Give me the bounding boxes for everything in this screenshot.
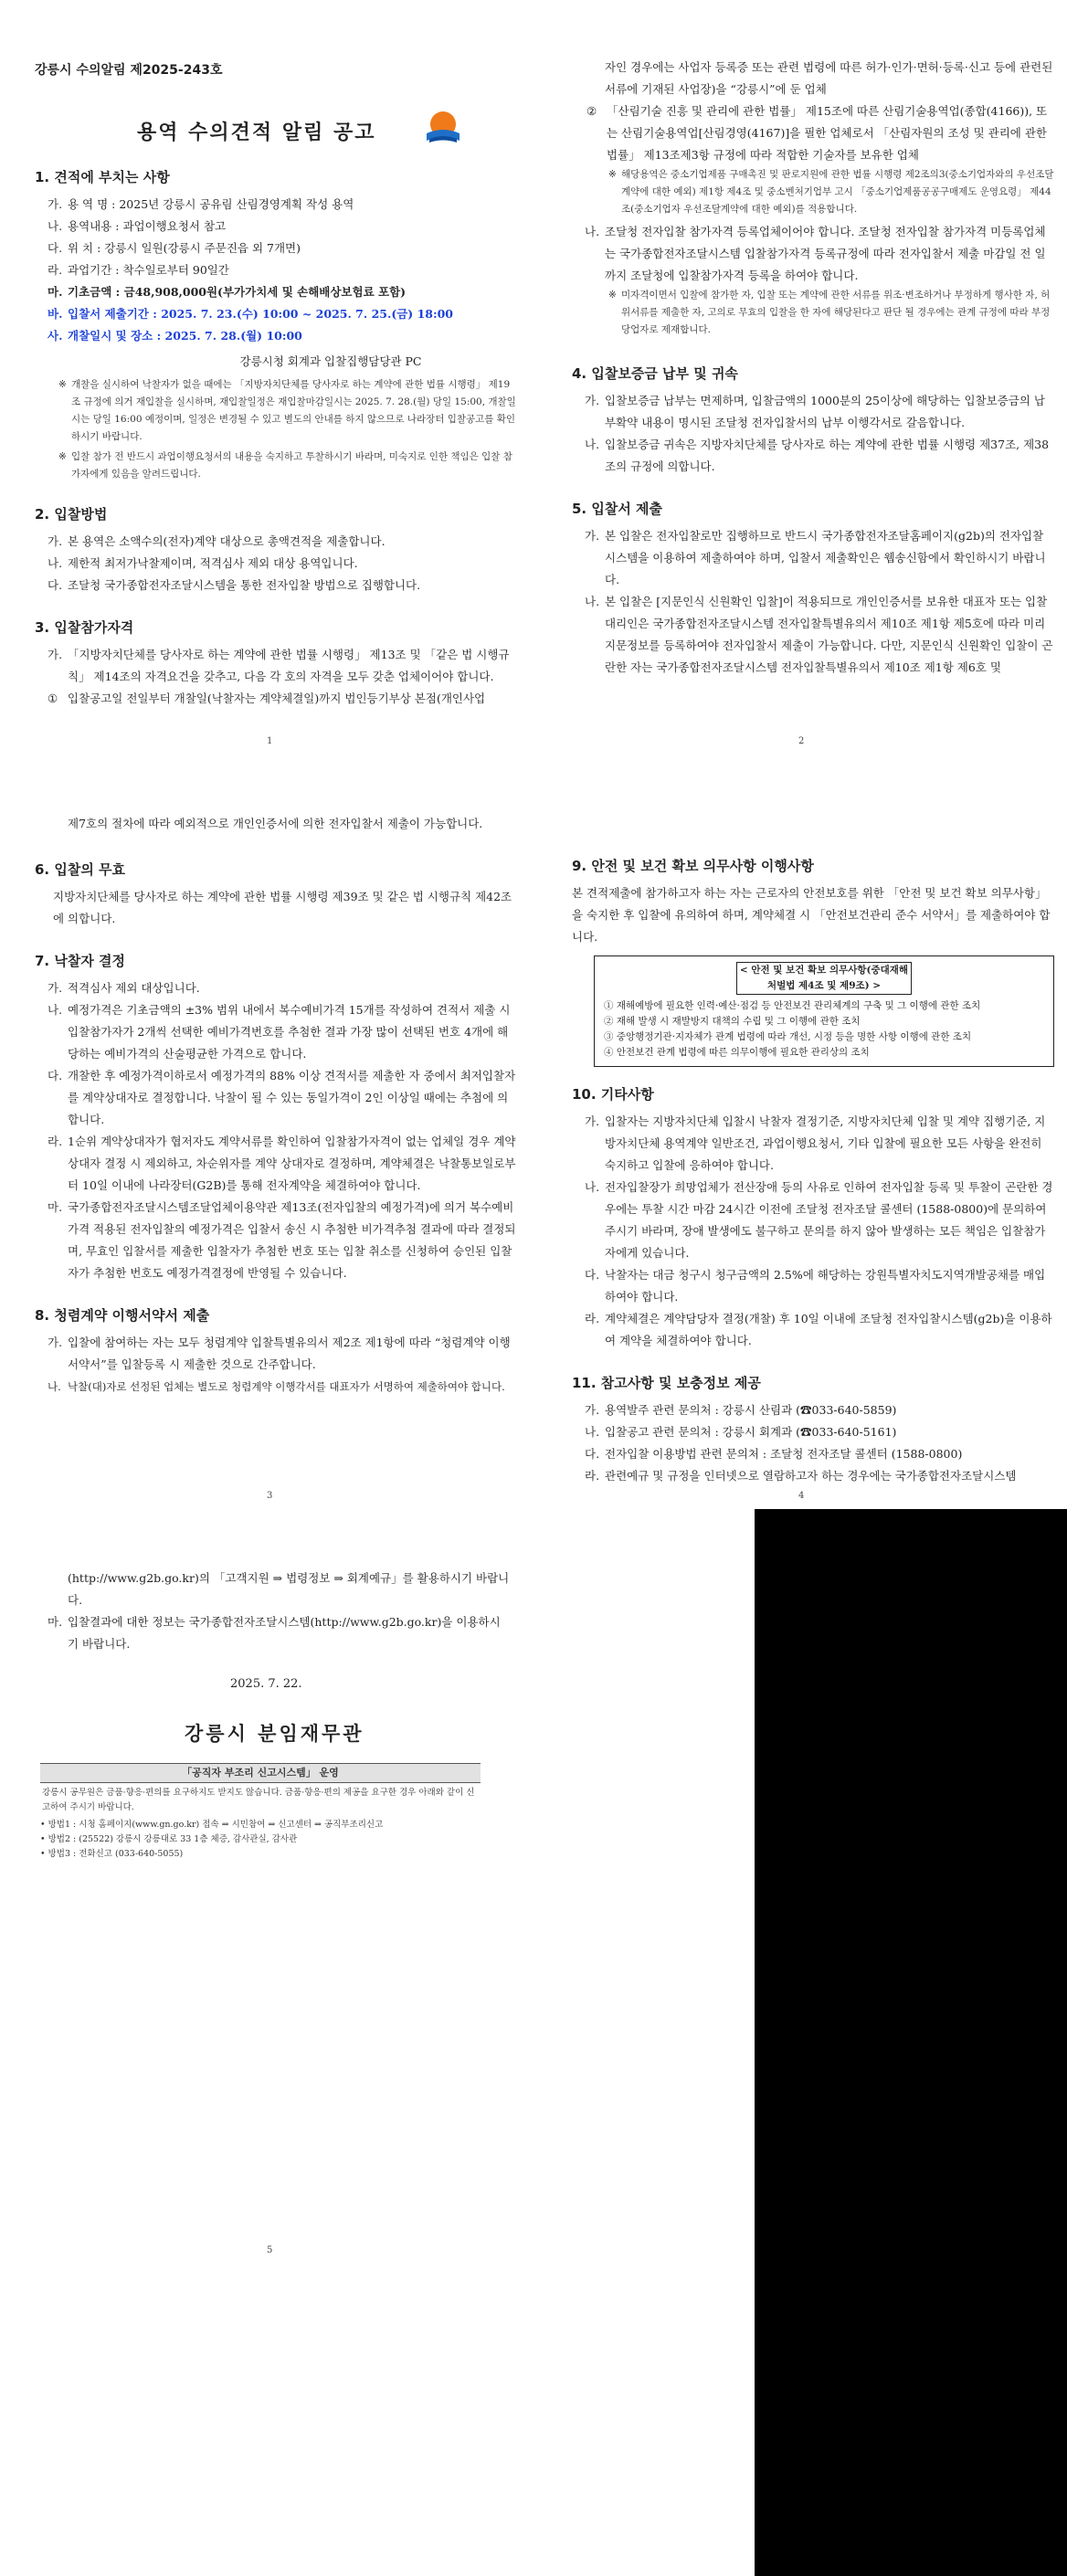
report-method: • 방법1 : 시청 홈페이지(www.gn.go.kr) 접속 ⇒ 시민참여 ⇒ 신고센터 ⇒ 공직부조리신고	[40, 1820, 384, 1830]
section-3	[35, 617, 517, 710]
gangneung-city-logo-icon	[422, 106, 464, 148]
corruption-report-box	[40, 1763, 481, 1862]
page-number-1: 1	[267, 736, 273, 746]
section-4-title: 4. 입찰보증금 납부 및 귀속	[572, 365, 738, 382]
section-5-title: 5. 입찰서 제출	[572, 501, 663, 517]
s2-item-a: 가. 본 용역은 소액수의(전자)계약 대상으로 총액견적을 제출합니다.	[48, 534, 386, 548]
blank-black-area	[755, 1509, 1067, 2576]
section-6-title: 6. 입찰의 무효	[35, 861, 126, 878]
report-method: • 방법2 : (25522) 강릉시 강릉대로 33 1층 체증, 감사관실, 감사관	[40, 1834, 298, 1844]
s11-item-c: 다. 전자입찰 이용방법 관련 문의처 : 조달청 전자조달 콜센터 (1588-0800)	[585, 1447, 963, 1461]
safety-box-item: ④ 안전보건 관계 법령에 따른 의무이행에 필요한 관리상의 조치	[604, 1047, 870, 1058]
page-number-5: 5	[267, 2245, 273, 2255]
section-3-title: 3. 입찰참가자격	[35, 619, 134, 636]
s11-item-a: 가. 용역발주 관련 문의처 : 강릉시 산림과 (☎033-640-5859)	[585, 1403, 897, 1417]
section-1	[35, 166, 517, 483]
s4-item-a: 가. 입찰보증금 납부는 면제하며, 입찰금액의 1000분의 25이상에 해당하는 입찰보증금의 납부확약 내용이 명시된 조달청 전자입찰서의 납부 이행각서로 갈음합니다.	[585, 394, 1045, 429]
section-6	[35, 859, 517, 930]
page-number-4: 4	[798, 1491, 805, 1501]
safety-box-title: < 안전 및 보건 확보 의무사항(중대재해처벌법 제4조 및 제9조) >	[736, 962, 913, 995]
s1-item-g: 사. 개찰일시 및 장소 : 2025. 7. 28.(월) 10:00	[48, 329, 302, 343]
section-10	[572, 1083, 1054, 1352]
page-number-2: 2	[798, 736, 805, 746]
s1-item-c: 다. 위 치 : 강릉시 일원(강릉시 주문진읍 외 7개면)	[48, 241, 301, 255]
s5-item-a: 가. 본 입찰은 전자입찰로만 집행하므로 반드시 국가종합전자조달홈페이지(g2b)의 전자입찰 시스템을 이용하여 제출하여야 하며, 입찰서 제출확인은 웹송신함에서 확인하시기 바랍니다.	[585, 529, 1046, 586]
page-number-3: 3	[267, 1491, 273, 1501]
s2-item-b: 나. 제한적 최저가낙찰제이며, 적격심사 제외 대상 용역입니다.	[48, 556, 358, 570]
s11-item-d-cont: (http://www.g2b.go.kr)의 「고객지원 ⇒ 법령정보 ⇒ 회계예규」를 활용하시기 바랍니다.	[68, 1571, 510, 1607]
s5-item-b-cont: 제7호의 절차에 따라 예외적으로 개인인증서에 의한 전자입찰서 제출이 가능합니다.	[68, 817, 483, 830]
safety-box-item: ① 재해예방에 필요한 인력·예산·점검 등 안전보건 관리체계의 구축 및 그 이행에 관한 조치	[604, 1000, 981, 1011]
section-4	[572, 363, 1054, 478]
s1-item-f: 바. 입찰서 제출기간 : 2025. 7. 23.(수) 10:00 ~ 2025. 7. 25.(금) 18:00	[48, 307, 453, 321]
page1-column	[35, 166, 517, 730]
section-7-title: 7. 낙찰자 결정	[35, 953, 126, 969]
s1-note-1: ※ 개찰을 실시하여 낙찰자가 없을 때에는 「지방자치단체를 당사자로 하는 계약에 관한 법률 시행령」 제19조 규정에 의거 재입찰을 실시하며, 재입찰일정은 재입찰마감일시는 2025. 7. 28.(월) 당일 15:00, 개찰일시는 당일 16:00 예정이며, 일정은 변경될 수 있고 별도의 안내를 하지 않으므로 나라장터 입찰공고를 확인하시기 바랍니다.	[58, 379, 516, 442]
s9-text: 본 견적제출에 참가하고자 하는 자는 근로자의 안전보호를 위한 「안전 및 보건 확보 의무사항」을 숙지한 후 입찰에 유의하여 하며, 계약체결 시 「안전보건관리 준수 서약서」를 제출하여야 합니다.	[572, 886, 1051, 944]
report-box-text: 강릉시 공무원은 금품·향응·편의를 요구하지도 받지도 않습니다. 금품·향응·편의 제공을 요구한 경우 아래와 같이 신고하여 주시기 바랍니다.	[42, 1788, 475, 1812]
section-8-title: 8. 청렴계약 이행서약서 제출	[35, 1307, 210, 1324]
section-9	[572, 855, 1054, 1067]
s10-item-d: 라. 계약체결은 계약담당자 결정(개찰) 후 10일 이내에 조달청 전자입찰시스템(g2b)을 이용하여 계약을 체결하여야 합니다.	[585, 1312, 1052, 1347]
report-box-title: 「공직자 부조리 신고시스템」 운영	[40, 1763, 481, 1783]
section-11	[572, 1372, 1054, 1487]
s8-item-a: 가. 입찰에 참여하는 자는 모두 청렴계약 입찰특별유의서 제2조 제1항에 따라 “청렴계약 이행서약서”를 입찰등록 시 제출한 것으로 간주합니다.	[48, 1336, 511, 1371]
report-method: • 방법3 : 전화신고 (033-640-5055)	[40, 1849, 184, 1859]
safety-box-item: ③ 중앙행정기관·지자체가 관계 법령에 따라 개선, 시정 등을 명한 사항 이행에 관한 조치	[604, 1031, 972, 1042]
s1-item-b: 나. 용역내용 : 과업이행요청서 참고	[48, 219, 227, 233]
s3-note-3: ※ 해당용역은 중소기업제품 구매촉진 및 판로지원에 관한 법률 시행령 제2조의3(중소기업자와의 우선조달계약에 대한 예외) 제1항 제4조 및 중소벤처기업부 고시 「중소기업제품공공구매제도 운영요령」 제44조(중소기업자 우선조달계약에 대한 예외)를 적용합니다.	[608, 169, 1054, 215]
section-2-title: 2. 입찰방법	[35, 506, 108, 523]
opening-place: 강릉시청 회계과 입찰집행담당관 PC	[239, 354, 422, 368]
s3-item-1: ① 입찰공고일 전일부터 개찰일(낙찰자는 계약체결일)까지 법인등기부상 본점(개인사업	[48, 692, 486, 705]
s7-item-a: 가. 적격심사 제외 대상입니다.	[48, 981, 200, 995]
s1-item-e: 마. 기초금액 : 금48,908,000원(부가가치세 및 손해배상보험료 포함)	[48, 285, 407, 299]
s11-item-b: 나. 입찰공고 관련 문의처 : 강릉시 회계과 (☎033-640-5161)	[585, 1425, 897, 1439]
s1-note-2: ※ 입찰 참가 전 반드시 과업이행요청서의 내용을 숙지하고 투찰하시기 바라며, 미숙지로 인한 책임은 입찰 참가자에게 있음을 알려드립니다.	[58, 451, 512, 480]
section-1-title: 1. 견적에 부치는 사항	[35, 169, 170, 185]
safety-obligations-box	[594, 955, 1054, 1067]
s11-item-e: 마. 입찰결과에 대한 정보는 국가종합전자조달시스템(http://www.g2b.go.kr)을 이용하시기 바랍니다.	[48, 1615, 501, 1651]
s3-item-1-cont: 자인 경우에는 사업자 등록증 또는 관련 법령에 따른 허가·인가·면허·등록·신고 등에 관련된 서류에 기재된 사업장)을 “강릉시”에 둔 업체	[605, 60, 1053, 96]
page2-column	[572, 57, 1054, 699]
section-5	[572, 498, 1054, 679]
s2-item-c: 다. 조달청 국가종합전자조달시스템을 통한 전자입찰 방법으로 집행합니다.	[48, 578, 421, 592]
s10-item-b: 나. 전자입찰장가 희망업체가 전산장애 등의 사유로 인하여 전자입찰 등록 및 투찰이 곤란한 경우에는 투찰 시간 마감 24시간 이전에 조달청 전자조달 콜센터 (1588-0800)에 문의하여 주시기 바라며, 장애 발생에도 불구하고 문의를 하지 않아 발생하는 모든 책임은 입찰참가자에게 있습니다.	[585, 1180, 1053, 1260]
s3-item-a: 가. 「지방자치단체를 당사자로 하는 계약에 관한 법률 시행령」 제13조 및 「같은 법 시행규칙」 제14조의 자격요건을 갖추고, 다음 각 호의 자격을 모두 갖춘 업체이어야 합니다.	[48, 648, 510, 683]
section-10-title: 10. 기타사항	[572, 1086, 654, 1103]
section-11-title: 11. 참고사항 및 보충정보 제공	[572, 1375, 761, 1391]
notice-date: 2025. 7. 22.	[230, 1677, 302, 1691]
s7-item-c: 다. 개찰한 후 예정가격이하로서 예정가격의 88% 이상 견적서를 제출한 자 중에서 최저입찰자를 계약상대자로 결정합니다. 낙찰이 될 수 있는 동일가격이 2인 이상일 때에는 추첨에 의합니다.	[48, 1069, 516, 1126]
s5-item-b: 나. 본 입찰은 [지문인식 신원확인 입찰]이 적용되므로 개인인증서를 보유한 대표자 또는 입찰대리인은 국가종합전자조달시스템 전자입찰특별유의서 제10조 제1항 제5호에 따라 미리 지문정보를 등록하여야 전자입찰서 제출이 가능합니다. 다만, 지문인식 신원확인 입찰이 곤란한 자는 국가종합전자조달시스템 전자입찰특별유의서 제10조 제1항 제6호 및	[585, 595, 1053, 674]
page-title: 용역 수의견적 알림 공고	[137, 121, 376, 144]
section-2	[35, 503, 517, 596]
section-3-continued	[572, 57, 1054, 339]
s1-item-d: 라. 과업기간 : 착수일로부터 90일간	[48, 263, 229, 277]
s7-item-e: 마. 국가종합전자조달시스템조달업체이용약관 제13조(전자입찰의 예정가격)에 의거 복수예비가격 적용된 전자입찰의 예정가격은 입찰서 송신 시 추첨한 비가격추첨 결과에 따라 결정되며, 무효인 입찰서를 제출한 입찰자가 추첨한 번호 또는 입찰 취소를 신청하여 승인된 입찰자가 추첨한 번호도 예정가격결정에 반영될 수 있습니다.	[48, 1200, 516, 1280]
s6-text: 지방자치단체를 당사자로 하는 계약에 관한 법률 시행령 제39조 및 같은 법 시행규칙 제42조에 의합니다.	[53, 890, 512, 925]
s10-item-a: 가. 입찰자는 지방자치단체 입찰시 낙찰자 결정기준, 지방자치단체 입찰 및 계약 집행기준, 지방자치단체 용역계약 일반조건, 과업이행요청서, 기타 입찰에 필요한 모든 사항을 완전히 숙지하고 입찰에 응하여야 합니다.	[585, 1114, 1046, 1172]
s11-item-d: 라. 관련예규 및 규정을 인터넷으로 열람하고자 하는 경우에는 국가종합전자조달시스템	[585, 1469, 1017, 1483]
s10-item-c: 다. 낙찰자는 대금 청구시 청구금액의 2.5%에 해당하는 강원특별자치도지역개발공채를 매입하여야 합니다.	[585, 1268, 1046, 1304]
section-9-title: 9. 안전 및 보건 확보 의무사항 이행사항	[572, 858, 814, 874]
s3-note-4: ※ 미자격이면서 입찰에 참가한 자, 입찰 또는 계약에 관한 서류를 위조·변조하거나 부정하게 행사한 자, 허위서류를 제출한 자, 고의로 무효의 입찰을 한 자에 해당된다고 판단 될 경우에는 관계 규정에 따라 부정당업자로 제재합니다.	[608, 290, 1051, 335]
section-7	[35, 950, 517, 1284]
document-number: 강릉시 수의알림 제2025-243호	[35, 63, 223, 78]
safety-box-item: ② 재해 발생 시 재발방지 대책의 수립 및 그 이행에 관한 조치	[604, 1016, 861, 1027]
s1-item-a: 가. 용 역 명 : 2025년 강릉시 공유림 산림경영계획 작성 용역	[48, 197, 354, 211]
s3-item-2: ② 「산림기술 진흥 및 관리에 관한 법률」 제15조에 따른 산림기술용역업(종합(4166)), 또는 산림기술용역업[산림경영(4167)]을 필한 업체로서 「산림자원의 조성 및 관리에 관한 법률」 제13조제3항 규정에 따라 적합한 기술자를 보유한 업체	[586, 104, 1048, 162]
page3-column	[35, 813, 517, 1418]
s7-item-b: 나. 예정가격은 기초금액의 ±3% 범위 내에서 복수예비가격 15개를 작성하여 견적서 제출 시 입찰참가자가 2개씩 선택한 예비가격번호를 추첨한 결과 가장 많이 선택된 번호 4개에 해당하는 예비가격의 산술평균한 가격으로 합니다.	[48, 1003, 511, 1061]
s3-item-b: 나. 조달청 전자입찰 참가자격 등록업체이어야 합니다. 조달청 전자입찰 참가자격 미등록업체는 국가종합전자조달시스템 입찰참가자격 등록규정에 따라 전자입찰서 제출 마감일 전 일까지 조달청에 입찰참가자격 등록을 하여야 합니다.	[585, 225, 1046, 282]
page4-column	[572, 855, 1054, 1507]
section-8	[35, 1304, 517, 1398]
s7-item-d: 라. 1순위 계약상대자가 협저자도 계약서류를 확인하여 입찰참가자격이 없는 업체일 경우 계약 상대자 결정 시 제외하고, 차순위자를 계약 상대자로 결정하며, 계약체결은 낙찰통보일로부터 10일 이내에 나라장터(G2B)를 통해 전자계약을 체결하여야 합니다.	[48, 1135, 516, 1192]
s8-item-b: 나. 낙찰(대)자로 선정된 업체는 별도로 청렴계약 이행각서를 대표자가 서명하여 제출하여야 합니다.	[48, 1380, 505, 1393]
s4-item-b: 나. 입찰보증금 귀속은 지방자치단체를 당사자로 하는 계약에 관한 법률 시행령 제37조, 제38조의 규정에 의합니다.	[585, 438, 1050, 473]
page5-column	[35, 1568, 510, 1655]
issuing-authority: 강릉시 분임재무관	[185, 1723, 364, 1745]
